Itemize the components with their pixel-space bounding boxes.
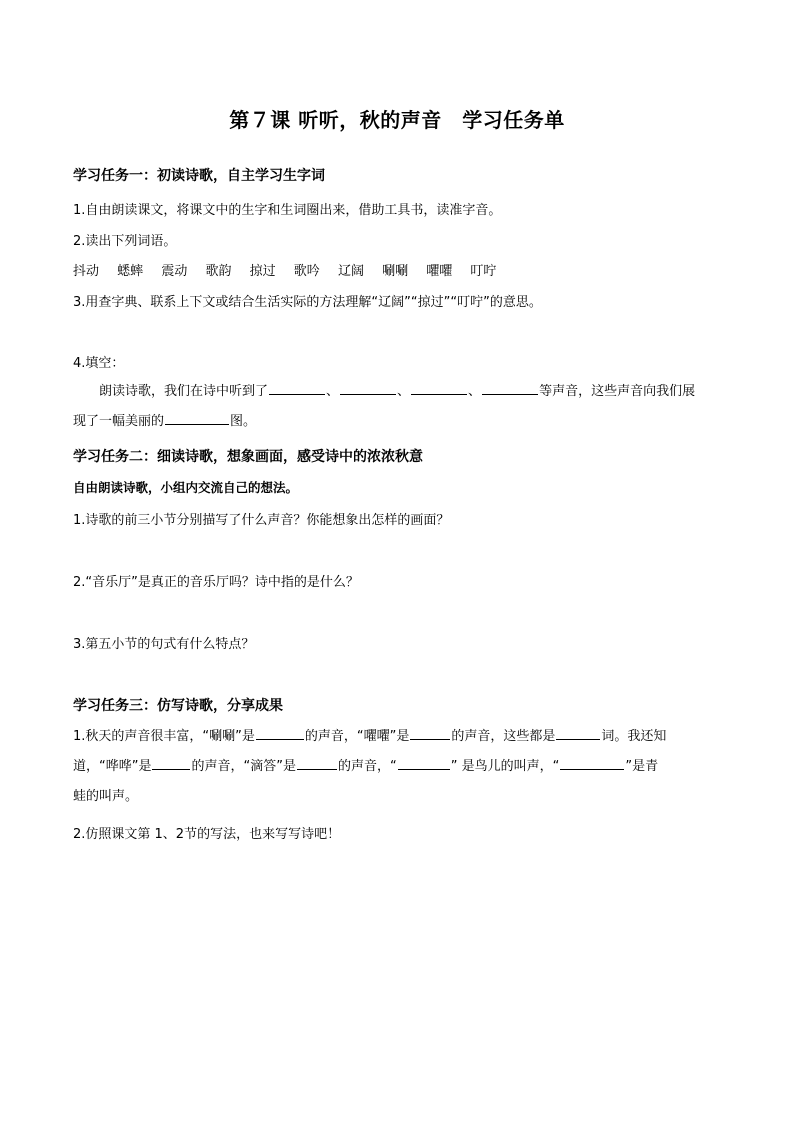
task2-subheading: 自由朗读诗歌，小组内交流自己的想法。 xyxy=(73,480,299,495)
fill-text: 等声音，这些声音向我们展 xyxy=(539,384,696,399)
answer-blank[interactable] xyxy=(269,382,325,395)
vocabulary-list xyxy=(73,260,510,279)
vocab-word: 蟋蟀 xyxy=(117,264,144,279)
task2-heading: 学习任务二：细读诗歌，想象画面，感受诗中的浓浓秋意 xyxy=(73,449,423,465)
fill-text: 朗读诗歌，我们在诗中听到了 xyxy=(99,384,269,399)
vocab-word: 唰唰 xyxy=(382,264,409,279)
answer-blank[interactable] xyxy=(256,727,304,740)
task1-question-3: 3.用查字典、联系上下文或结合生活实际的方法理解“辽阔”“掠过”“叮咛”的意思。 xyxy=(73,295,542,310)
vocab-word: 辽阔 xyxy=(337,264,364,279)
fill-text: 现了一幅美丽的 xyxy=(73,414,165,429)
answer-blank[interactable] xyxy=(556,727,600,740)
answer-blank[interactable] xyxy=(560,757,624,770)
vocab-word: 歌吟 xyxy=(293,264,320,279)
answer-blank[interactable] xyxy=(411,382,467,395)
vocab-word: 掠过 xyxy=(249,264,276,279)
answer-blank[interactable] xyxy=(482,382,538,395)
answer-blank[interactable] xyxy=(398,757,450,770)
task2-question-3: 3.第五小节的句式有什么特点？ xyxy=(73,637,255,652)
vocab-word: 歌韵 xyxy=(205,264,232,279)
fill-text: 图。 xyxy=(230,414,257,429)
task1-question-4: 4.填空： xyxy=(73,356,125,371)
vocab-word: 㘗㘗 xyxy=(426,264,453,279)
answer-blank[interactable] xyxy=(340,382,396,395)
vocab-word: 叮咛 xyxy=(470,264,497,279)
answer-blank[interactable] xyxy=(410,727,450,740)
task1-question-1: 1.自由朗读课文，将课文中的生字和生词圈出来，借助工具书，读准字音。 xyxy=(73,203,502,218)
answer-blank[interactable] xyxy=(165,412,229,425)
fill-in-paragraph: 朗读诗歌，我们在诗中听到了 、 、 、 等声音，这些声音向我们展 现了一幅美丽的 图。 xyxy=(73,384,696,429)
task3-question-2: 2.仿照课文第 1、2节的写法，也来写写诗吧！ xyxy=(73,827,341,842)
task3-question-1: 1.秋天的声音很丰富，“唰唰”是 的声音，“㘗㘗”是 的声音，这些都是 词。我还知 道，“哗哗”是 的声音，“滴答”是 的声音，“ ” 是鸟儿的叫声，“ ”是青 蛙的叫声。 xyxy=(73,729,667,804)
task2-question-2: 2.“音乐厅”是真正的音乐厅吗？诗中指的是什么？ xyxy=(73,575,359,590)
task2-question-1: 1.诗歌的前三小节分别描写了什么声音？你能想象出怎样的画面？ xyxy=(73,513,450,528)
answer-blank[interactable] xyxy=(297,757,337,770)
vocab-word: 抖动 xyxy=(73,264,100,279)
answer-blank[interactable] xyxy=(152,757,190,770)
task1-question-2: 2.读出下列词语。 xyxy=(73,234,177,249)
page-title: 第７课 听听，秋的声音 学习任务单 xyxy=(229,108,565,132)
task3-heading: 学习任务三：仿写诗歌，分享成果 xyxy=(73,698,283,714)
task1-heading: 学习任务一：初读诗歌，自主学习生字词 xyxy=(73,168,325,184)
vocab-word: 震动 xyxy=(161,264,188,279)
